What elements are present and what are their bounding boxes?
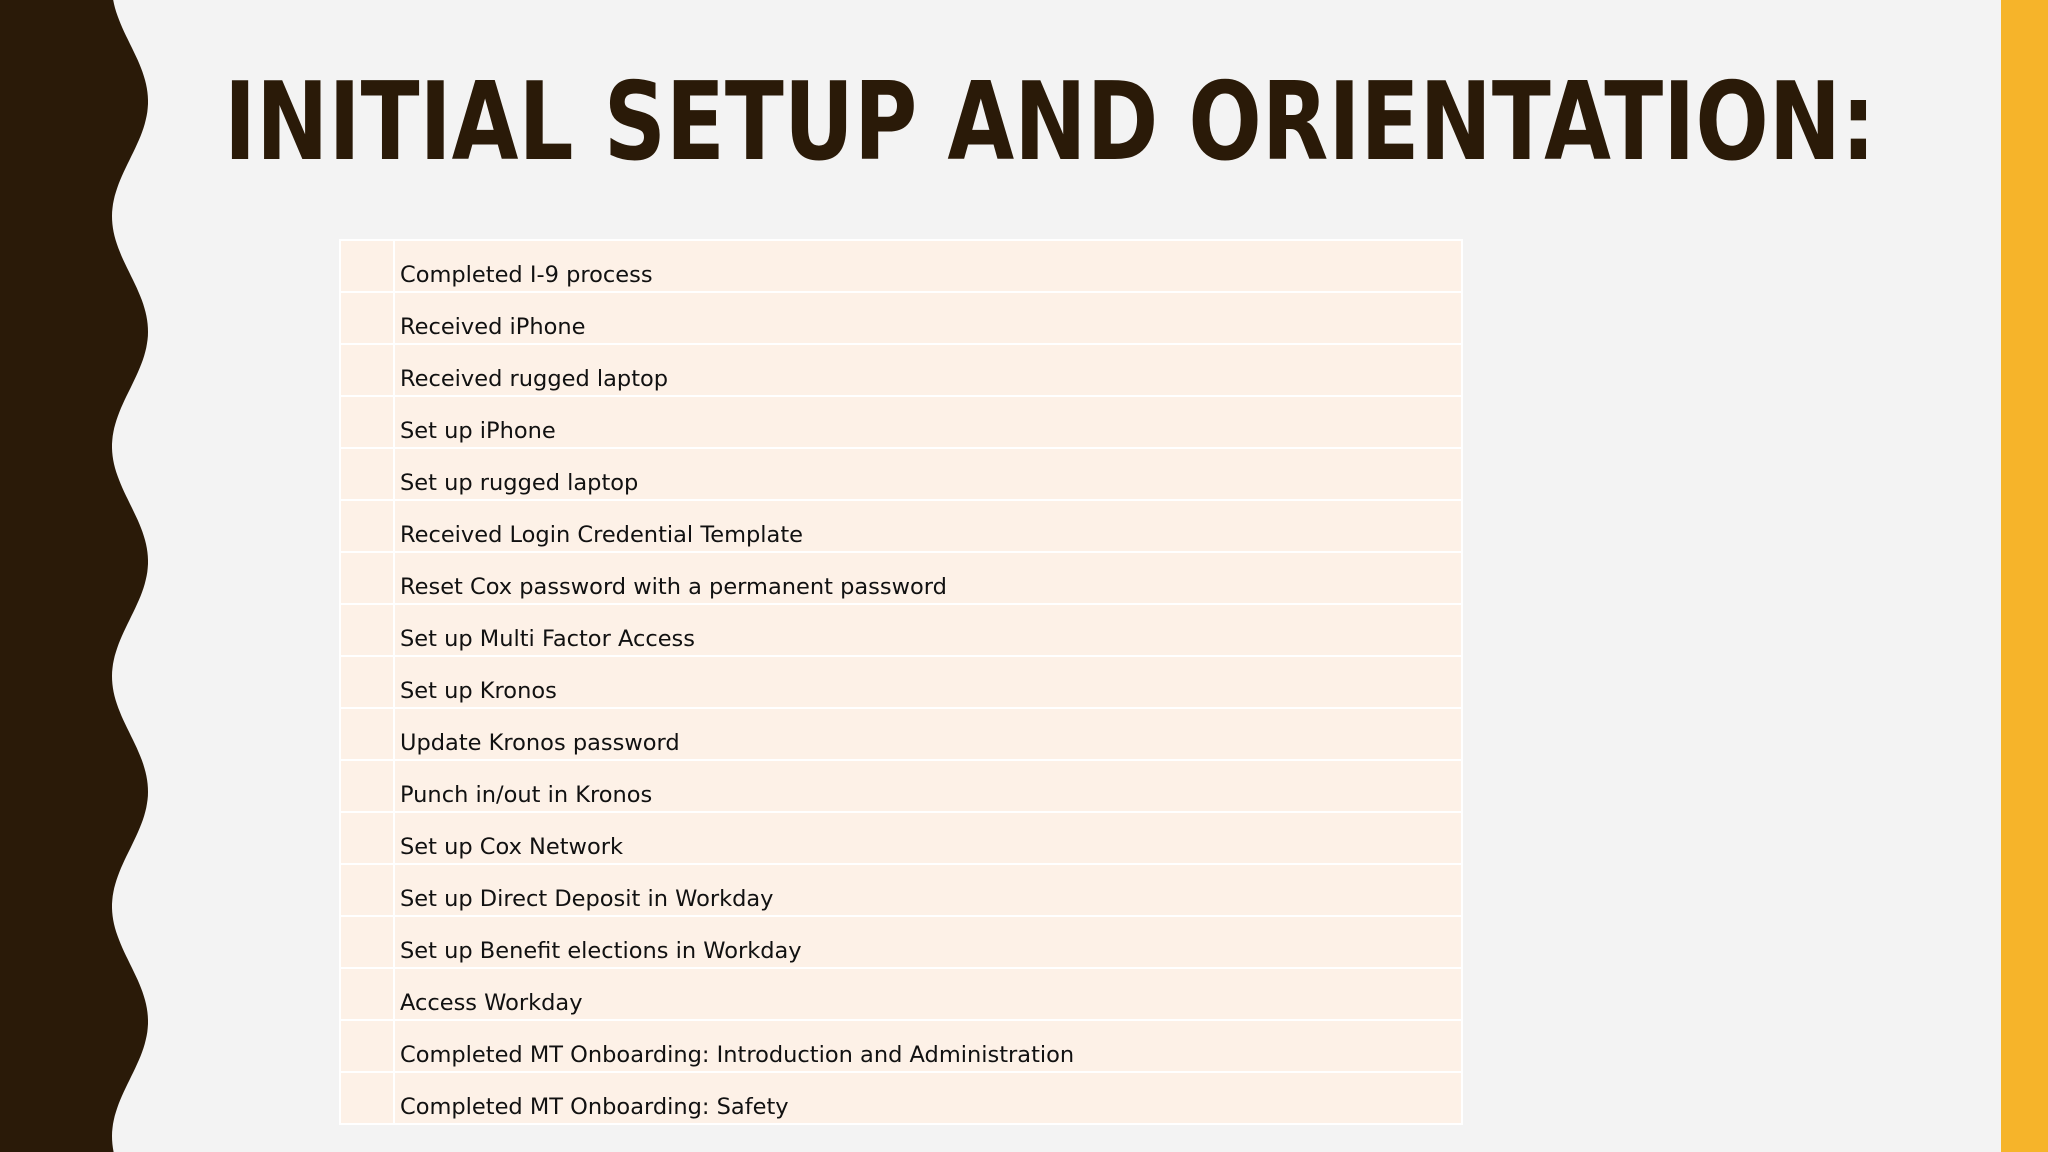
checklist-row — [340, 968, 1462, 1020]
checklist-status-cell — [340, 448, 394, 500]
checklist-row — [340, 656, 1462, 708]
checklist-row — [340, 240, 1462, 292]
checklist-row — [340, 292, 1462, 344]
checklist-status-cell — [340, 812, 394, 864]
checklist-item-text: Received Login Credential Template — [394, 500, 1462, 552]
checklist-status-cell — [340, 396, 394, 448]
checklist-item-text: Set up Kronos — [394, 656, 1462, 708]
checklist-status-cell — [340, 864, 394, 916]
checklist-item-text: Set up Direct Deposit in Workday — [394, 864, 1462, 916]
checklist-item-text: Set up Multi Factor Access — [394, 604, 1462, 656]
checklist-item-text: Received rugged laptop — [394, 344, 1462, 396]
checklist-status-cell — [340, 604, 394, 656]
checklist-item-text: Completed I-9 process — [394, 240, 1462, 292]
checklist-item-text: Set up iPhone — [394, 396, 1462, 448]
checklist-status-cell — [340, 916, 394, 968]
checklist-status-cell — [340, 708, 394, 760]
checklist-row — [340, 812, 1462, 864]
checklist-row — [340, 1072, 1462, 1124]
checklist-status-cell — [340, 656, 394, 708]
wavy-band-shape — [0, 0, 148, 1152]
checklist-item-text: Completed MT Onboarding: Safety — [394, 1072, 1462, 1124]
checklist-status-cell — [340, 292, 394, 344]
right-accent-band — [2001, 0, 2048, 1152]
checklist-item-text: Received iPhone — [394, 292, 1462, 344]
checklist-row — [340, 500, 1462, 552]
checklist-row — [340, 864, 1462, 916]
checklist-status-cell — [340, 1020, 394, 1072]
checklist-status-cell — [340, 1072, 394, 1124]
slide-title: INITIAL SETUP AND ORIENTATION: — [224, 60, 1876, 185]
checklist-item-text: Set up Cox Network — [394, 812, 1462, 864]
checklist-row — [340, 552, 1462, 604]
checklist-item-text: Reset Cox password with a permanent password — [394, 552, 1462, 604]
checklist-row — [340, 396, 1462, 448]
checklist-table — [339, 239, 1463, 1125]
checklist-status-cell — [340, 240, 394, 292]
checklist-item-text: Set up Benefit elections in Workday — [394, 916, 1462, 968]
checklist-row — [340, 916, 1462, 968]
checklist-item-text: Access Workday — [394, 968, 1462, 1020]
checklist-item-text: Punch in/out in Kronos — [394, 760, 1462, 812]
checklist-item-text: Set up rugged laptop — [394, 448, 1462, 500]
checklist-status-cell — [340, 760, 394, 812]
checklist-body — [340, 240, 1462, 1124]
wavy-left-band — [0, 0, 160, 1152]
checklist-row — [340, 448, 1462, 500]
checklist-row — [340, 344, 1462, 396]
checklist-status-cell — [340, 500, 394, 552]
checklist-row — [340, 708, 1462, 760]
checklist-status-cell — [340, 552, 394, 604]
checklist-status-cell — [340, 968, 394, 1020]
checklist-status-cell — [340, 344, 394, 396]
checklist-row — [340, 604, 1462, 656]
checklist-item-text: Update Kronos password — [394, 708, 1462, 760]
checklist-row — [340, 760, 1462, 812]
checklist-item-text: Completed MT Onboarding: Introduction and Administration — [394, 1020, 1462, 1072]
checklist-row — [340, 1020, 1462, 1072]
